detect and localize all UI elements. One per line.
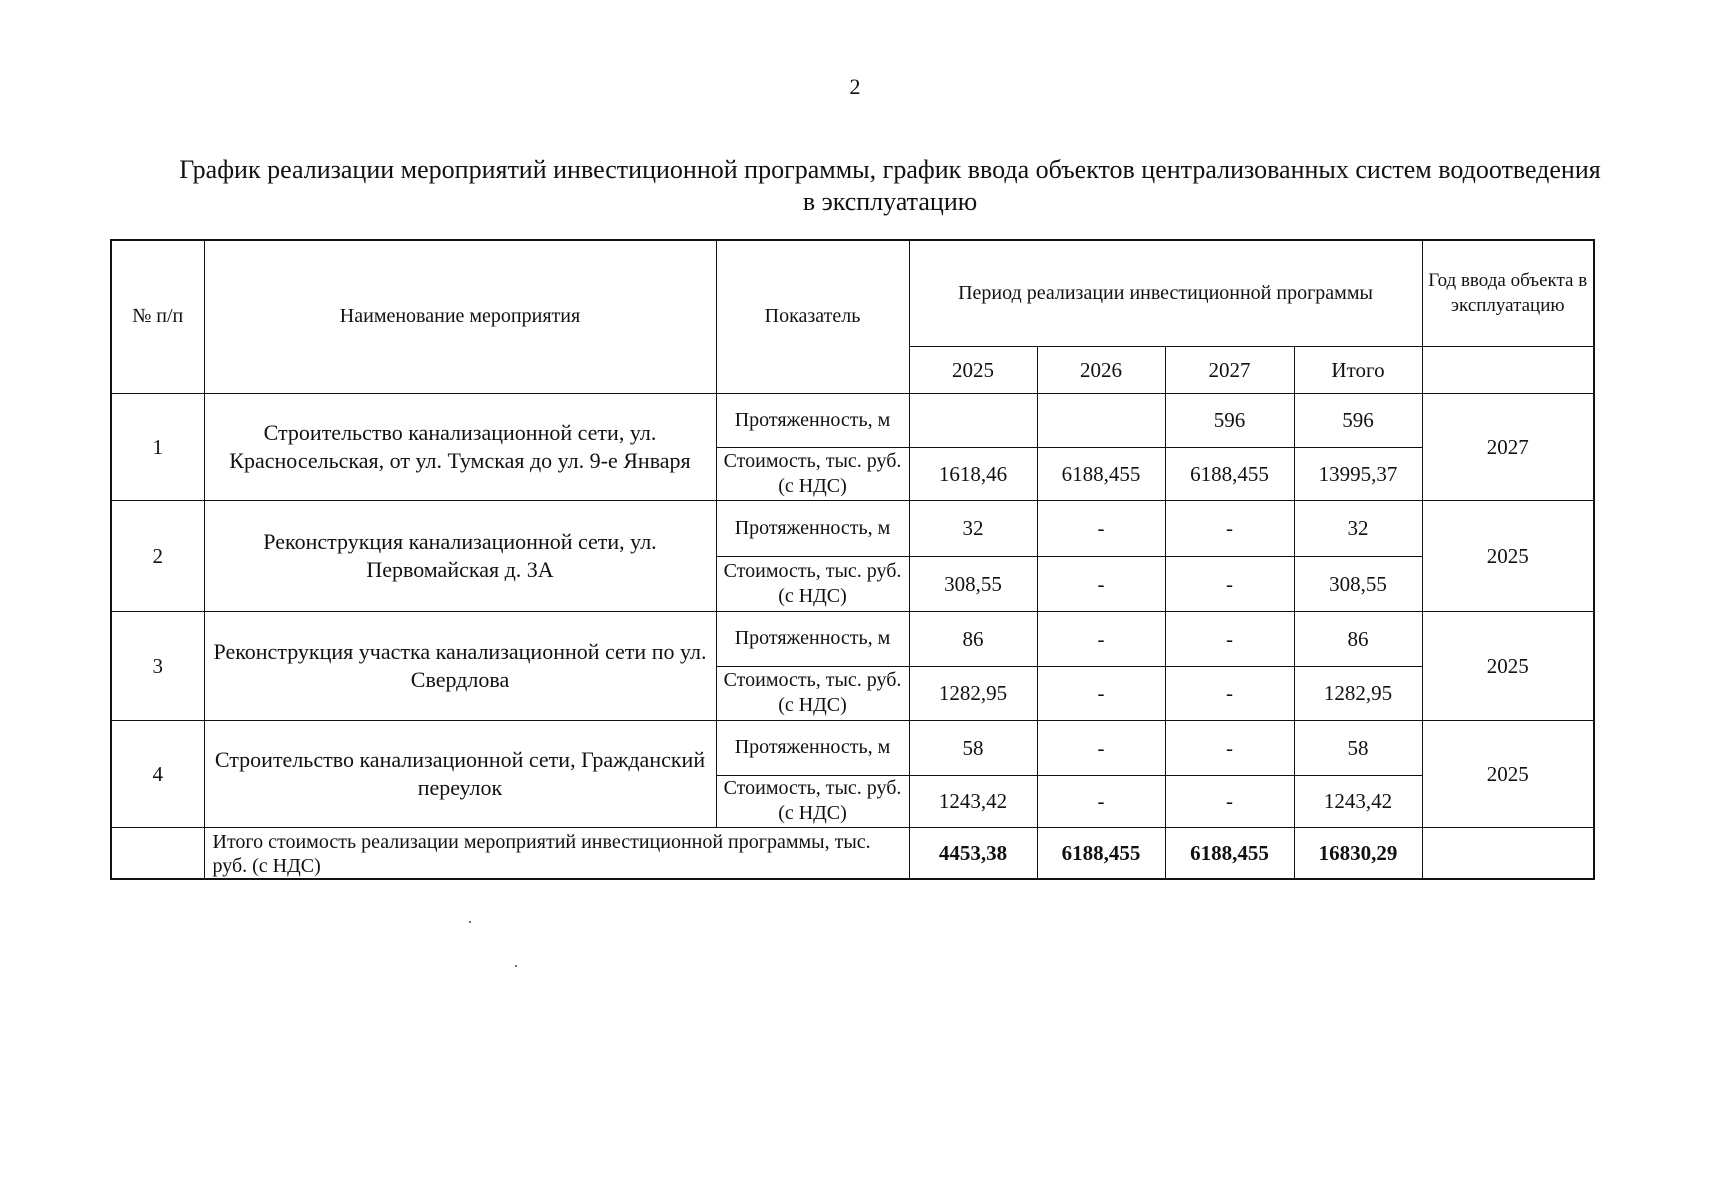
header-year-in: Год ввода объекта в эксплуатацию (1422, 240, 1594, 346)
measure-name: Реконструкция канализационной сети, ул. Первомайская д. 3А (204, 500, 716, 611)
total-value: 6188,455 (1037, 827, 1165, 879)
total-value: 4453,38 (909, 827, 1037, 879)
length-value: 58 (909, 720, 1037, 775)
indicator-cost: Стоимость, тыс. руб. (с НДС) (716, 666, 909, 720)
length-value: - (1037, 611, 1165, 666)
measure-name: Реконструкция участка канализационной сети по ул. Свердлова (204, 611, 716, 720)
header-year: 2026 (1037, 346, 1165, 393)
header-num: № п/п (111, 240, 204, 393)
header-row (111, 240, 1594, 346)
cost-total: 1243,42 (1294, 775, 1422, 827)
length-total: 32 (1294, 500, 1422, 556)
length-value: - (1037, 500, 1165, 556)
cost-value: - (1037, 775, 1165, 827)
length-value: - (1165, 611, 1294, 666)
investment-schedule-table (110, 239, 1595, 880)
total-empty-cell (111, 827, 204, 879)
indicator-length: Протяженность, м (716, 611, 909, 666)
cost-total: 13995,37 (1294, 447, 1422, 500)
row-number: 3 (111, 611, 204, 720)
row-number: 4 (111, 720, 204, 827)
cost-value: - (1165, 666, 1294, 720)
cost-value: 1282,95 (909, 666, 1037, 720)
measure-name: Строительство канализационной сети, Гражданский переулок (204, 720, 716, 827)
cost-value: - (1037, 666, 1165, 720)
table-row (111, 393, 1594, 447)
row-number: 1 (111, 393, 204, 500)
length-value (909, 393, 1037, 447)
header-name: Наименование мероприятия (204, 240, 716, 393)
grand-total-value: 16830,29 (1294, 827, 1422, 879)
commissioning-year: 2025 (1422, 500, 1594, 611)
length-total: 58 (1294, 720, 1422, 775)
row-number: 2 (111, 500, 204, 611)
commissioning-year: 2027 (1422, 393, 1594, 500)
scan-speck (469, 921, 471, 923)
measure-name: Строительство канализационной сети, ул. Красносельская, от ул. Тумская до ул. 9-е Января (204, 393, 716, 500)
length-total: 86 (1294, 611, 1422, 666)
table-row (111, 500, 1594, 556)
scan-speck (515, 965, 517, 967)
indicator-length: Протяженность, м (716, 720, 909, 775)
length-total: 596 (1294, 393, 1422, 447)
total-empty-year-cell (1422, 827, 1594, 879)
table-row (111, 720, 1594, 775)
header-total: Итого (1294, 346, 1422, 393)
commissioning-year: 2025 (1422, 611, 1594, 720)
cost-total: 308,55 (1294, 556, 1422, 611)
cost-value: - (1037, 556, 1165, 611)
length-value: - (1165, 500, 1294, 556)
cost-value: 6188,455 (1165, 447, 1294, 500)
length-value: 596 (1165, 393, 1294, 447)
total-label: Итого стоимость реализации мероприятий инвестиционной программы, тыс. руб. (с НДС) (204, 827, 909, 879)
header-period: Период реализации инвестиционной программы (909, 240, 1422, 346)
cost-value: 308,55 (909, 556, 1037, 611)
total-row (111, 827, 1594, 879)
length-value: - (1037, 720, 1165, 775)
cost-total: 1282,95 (1294, 666, 1422, 720)
cost-value: 1618,46 (909, 447, 1037, 500)
indicator-cost: Стоимость, тыс. руб. (с НДС) (716, 447, 909, 500)
header-indicator: Показатель (716, 240, 909, 393)
cost-value: - (1165, 775, 1294, 827)
cost-value: - (1165, 556, 1294, 611)
header-year: 2027 (1165, 346, 1294, 393)
commissioning-year: 2025 (1422, 720, 1594, 827)
header-empty-cell (1422, 346, 1594, 393)
header-year: 2025 (909, 346, 1037, 393)
indicator-length: Протяженность, м (716, 393, 909, 447)
page-number: 2 (849, 74, 861, 99)
total-value: 6188,455 (1165, 827, 1294, 879)
indicator-cost: Стоимость, тыс. руб. (с НДС) (716, 775, 909, 827)
indicator-length: Протяженность, м (716, 500, 909, 556)
table-row (111, 611, 1594, 666)
length-value: 32 (909, 500, 1037, 556)
indicator-cost: Стоимость, тыс. руб. (с НДС) (716, 556, 909, 611)
document-title: График реализации мероприятий инвестиционной программы, график ввода объектов централизованных систем водоотведения в эксплуатацию (179, 155, 1601, 216)
cost-value: 1243,42 (909, 775, 1037, 827)
length-value: - (1165, 720, 1294, 775)
cost-value: 6188,455 (1037, 447, 1165, 500)
length-value: 86 (909, 611, 1037, 666)
length-value (1037, 393, 1165, 447)
